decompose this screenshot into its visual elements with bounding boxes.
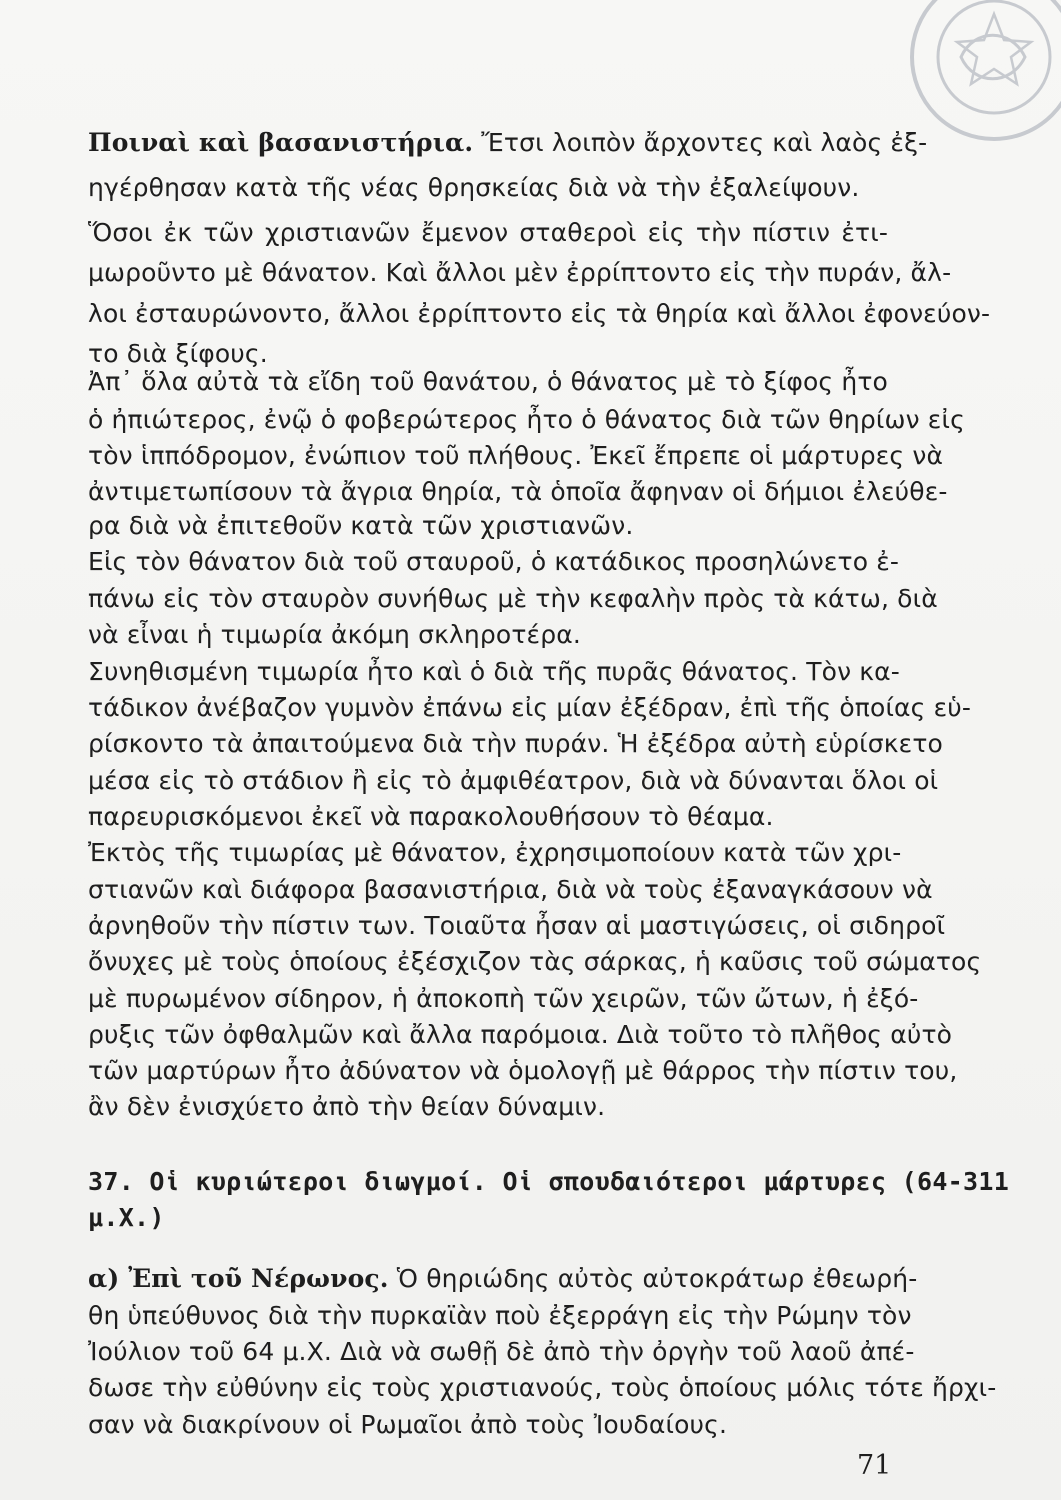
text-line: λοι ἐσταυρώνοντο, ἄλλοι ἐρρίπτοντο εἰς τὰ θηρία καὶ ἄλλοι ἐφονεύον- (88, 299, 991, 328)
text-line: μὲ πυρωμένον σίδηρον, ἡ ἀποκοπὴ τῶν χειρῶν, τῶν ὤτων, ἡ ἐξό- (88, 984, 919, 1013)
text-line: μωροῦντο μὲ θάνατον. Καὶ ἄλλοι μὲν ἐρρίπτοντο εἰς τὴν πυράν, ἄλ- (88, 258, 952, 287)
text-line: Συνηθισμένη τιμωρία ἦτο καὶ ὁ διὰ τῆς πυρᾶς θάνατος. Τὸν κα- (88, 657, 900, 686)
text-line: Ἐκτὸς τῆς τιμωρίας μὲ θάνατον, ἐχρησιμοποίουν κατὰ τῶν χρι- (88, 838, 902, 867)
text-line: ρα διὰ νὰ ἐπιτεθοῦν κατὰ τῶν χριστιανῶν. (88, 511, 634, 540)
section-heading-line: 37. Οἱ κυριώτεροι διωγμοί. Οἱ σπουδαιότεροι μάρτυρες (64-311 (88, 1167, 1010, 1196)
page-number: 71 (857, 1450, 892, 1481)
text-line: ἀντιμετωπίσουν τὰ ἄγρια θηρία, τὰ ὁποῖα ἄφηναν οἱ δήμιοι ἐλεύθε- (88, 477, 948, 506)
inline-heading: Ποιναὶ καὶ βασανιστήρια. (88, 128, 474, 157)
text-line: ρίσκοντο τὰ ἀπαιτούμενα διὰ τὴν πυράν. Ἡ ἐξέδρα αὐτὴ εὑρίσκετο (88, 729, 943, 758)
text-line: σαν νὰ διακρίνουν οἱ Ρωμαῖοι ἀπὸ τοὺς Ἰουδαίους. (88, 1410, 728, 1439)
text-line: το διὰ ξίφους. (88, 339, 268, 368)
text-line: ὁ ἠπιώτερος, ἐνῷ ὁ φοβερώτερος ἦτο ὁ θάνατος διὰ τῶν θηρίων εἰς (88, 405, 965, 434)
text-line: θη ὑπεύθυνος διὰ τὴν πυρκαϊὰν ποὺ ἐξερράγη εἰς τὴν Ρώμην τὸν (88, 1301, 912, 1330)
section-heading-line: μ.Χ.) (88, 1203, 165, 1232)
paragraph-heading-line (88, 128, 928, 158)
text-line: παρευρισκόμενοι ἐκεῖ νὰ παρακολουθήσουν τὸ θέαμα. (88, 802, 774, 831)
text-line: ὄνυχες μὲ τοὺς ὁποίους ἐξέσχιζον τὰς σάρκας, ἡ καῦσις τοῦ σώματος (88, 947, 982, 976)
text-line: πάνω εἰς τὸν σταυρὸν συνήθως μὲ τὴν κεφαλὴν πρὸς τὰ κάτω, διὰ (88, 584, 938, 613)
text-line: τῶν μαρτύρων ἦτο ἀδύνατον νὰ ὁμολογῇ μὲ θάρρος τὴν πίστιν του, (88, 1056, 958, 1085)
text-line: τὸν ἱππόδρομον, ἐνώπιον τοῦ πλήθους. Ἐκεῖ ἔπρεπε οἱ μάρτυρες νὰ (88, 441, 944, 470)
text-line: ἂν δὲν ἐνισχύετο ἀπὸ τὴν θείαν δύναμιν. (88, 1092, 606, 1121)
text-line: ηγέρθησαν κατὰ τῆς νέας θρησκείας διὰ νὰ τὴν ἐξαλείψουν. (88, 173, 860, 202)
text-line: Ἀπ᾿ ὅλα αὐτὰ τὰ εἴδη τοῦ θανάτου, ὁ θάνατος μὲ τὸ ξίφος ἦτο (88, 367, 888, 396)
text-line: τάδικον ἀνέβαζον γυμνὸν ἐπάνω εἰς μίαν ἐξέδραν, ἐπὶ τῆς ὁποίας εὑ- (88, 693, 972, 722)
text-line: Εἰς τὸν θάνατον διὰ τοῦ σταυροῦ, ὁ κατάδικος προσηλώνετο ἐ- (88, 547, 900, 576)
text-line: ρυξις τῶν ὀφθαλμῶν καὶ ἄλλα παρόμοια. Διὰ τοῦτο τὸ πλῆθος αὐτὸ (88, 1020, 953, 1049)
text-line: Ἰούλιον τοῦ 64 μ.Χ. Διὰ νὰ σωθῇ δὲ ἀπὸ τὴν ὀργὴν τοῦ λαοῦ ἀπέ- (88, 1337, 915, 1366)
text-line: νὰ εἶναι ἡ τιμωρία ἀκόμη σκληροτέρα. (88, 620, 581, 649)
text-line: δωσε τὴν εὐθύνην εἰς τοὺς χριστιανούς, τοὺς ὁποίους μόλις τότε ἤρχι- (88, 1373, 997, 1402)
subsection-heading-line (88, 1264, 918, 1294)
line-text: Ὁ θηριώδης αὐτὸς αὐτοκράτωρ ἐθεωρή- (388, 1264, 918, 1293)
subsection-heading: α) Ἐπὶ τοῦ Νέρωνος. (88, 1264, 389, 1293)
text-line: στιανῶν καὶ διάφορα βασανιστήρια, διὰ νὰ τοὺς ἐξαναγκάσουν νὰ (88, 875, 933, 904)
text-line: μέσα εἰς τὸ στάδιον ἢ εἰς τὸ ἀμφιθέατρον, διὰ νὰ δύνανται ὅλοι οἱ (88, 766, 939, 795)
text-line: Ὅσοι ἐκ τῶν χριστιανῶν ἔμενον σταθεροὶ εἰς τὴν πίστιν ἐτι- (88, 218, 888, 247)
text-line: ἀρνηθοῦν τὴν πίστιν των. Τοιαῦτα ἦσαν αἱ μαστιγώσεις, οἱ σιδηροῖ (88, 911, 946, 940)
line-text: Ἔτσι λοιπὸν ἄρχοντες καὶ λαὸς ἐξ- (473, 128, 928, 157)
